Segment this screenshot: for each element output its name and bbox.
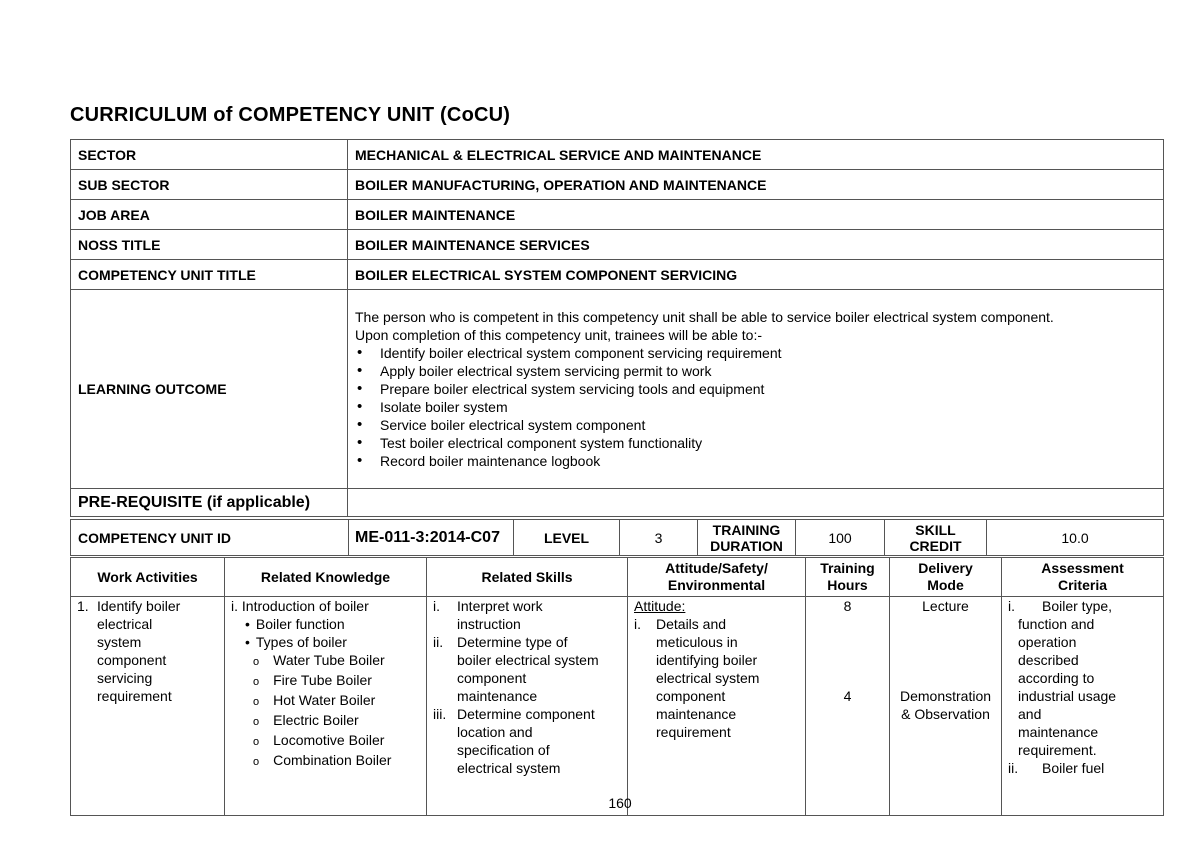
list-item: • Test boiler electrical component system functionality: [355, 434, 1156, 452]
column-header-line: Mode: [927, 577, 964, 593]
work-activity-text: [97, 597, 180, 705]
column-header-related-skills: Related Skills: [427, 558, 628, 597]
skill-text: [457, 597, 543, 633]
knowledge-bullets: [231, 615, 420, 651]
list-item: • Apply boiler electrical system servicing permit to work: [355, 362, 1156, 380]
skill-number: iii.: [433, 706, 447, 722]
text-line: Boiler fuel: [1042, 760, 1105, 776]
column-header-work-activities: Work Activities: [71, 558, 225, 597]
text-line: function and: [1018, 616, 1095, 632]
text-line: described: [1018, 652, 1079, 668]
noss-title-value: BOILER MAINTENANCE SERVICES: [348, 230, 1164, 260]
text-line: electrical system: [457, 760, 561, 776]
text-line: instruction: [457, 616, 521, 632]
text-line: component: [97, 652, 167, 668]
text-line: identifying boiler: [656, 652, 758, 668]
text-line: electrical system: [656, 670, 760, 686]
list-item: o Hot Water Boiler: [253, 691, 420, 711]
text-line: Boiler type,: [1042, 598, 1113, 614]
training-duration-label-line: DURATION: [710, 537, 783, 554]
text-line: requirement: [656, 724, 731, 740]
delivery-mode-value: Demonstration: [899, 688, 992, 704]
unit-info-table: [70, 139, 1164, 517]
list-item: • Service boiler electrical system component: [355, 416, 1156, 434]
assessment-number: i.: [1008, 598, 1015, 614]
text-line: according to: [1018, 670, 1095, 686]
column-header-line: Assessment: [1041, 560, 1124, 576]
text-line: requirement: [97, 688, 172, 704]
text-line: maintenance: [656, 706, 737, 722]
skill-credit-label: [885, 520, 987, 556]
level-label: LEVEL: [514, 520, 620, 556]
text-line: Details and: [656, 616, 727, 632]
list-item: o Fire Tube Boiler: [253, 671, 420, 691]
related-skills-cell: [427, 597, 628, 816]
table-header-row: [71, 558, 1164, 597]
column-header-line: Delivery: [918, 560, 973, 576]
skill-item: [433, 597, 621, 633]
column-header-line: Training: [820, 560, 875, 576]
boiler-types-list: [231, 651, 420, 771]
job-area-label: JOB AREA: [71, 200, 348, 230]
column-header-related-knowledge: Related Knowledge: [225, 558, 427, 597]
noss-title-label: NOSS TITLE: [71, 230, 348, 260]
column-header-delivery-mode: [890, 558, 1002, 597]
table-row: [71, 200, 1164, 230]
skill-credit-value: 10.0: [987, 520, 1164, 556]
work-activity-number: 1.: [77, 598, 89, 614]
column-header-line: Attitude/Safety/: [665, 560, 768, 576]
prerequisite-label: PRE-REQUISITE (if applicable): [71, 489, 348, 517]
list-item: • Types of boiler: [245, 633, 420, 651]
text-line: maintenance: [457, 688, 538, 704]
assessment-criteria-cell: [1002, 597, 1164, 816]
text-line: specification of: [457, 742, 550, 758]
prerequisite-value: [348, 489, 1164, 517]
unit-title-label: COMPETENCY UNIT TITLE: [71, 260, 348, 290]
column-header-line: Hours: [827, 577, 868, 593]
sector-value: MECHANICAL & ELECTRICAL SERVICE AND MAINTENANCE: [348, 140, 1164, 170]
unit-title-value: BOILER ELECTRICAL SYSTEM COMPONENT SERVICING: [348, 260, 1164, 290]
text-line: operation: [1018, 634, 1077, 650]
work-activity-cell: [71, 597, 225, 816]
skill-credit-label-line: SKILL: [915, 521, 956, 538]
skill-item: [433, 633, 621, 705]
table-row: [71, 230, 1164, 260]
column-header-line: Environmental: [667, 577, 766, 593]
attitude-item: [634, 615, 799, 741]
table-row: [71, 140, 1164, 170]
column-header-line: Criteria: [1057, 577, 1108, 593]
text-line: Interpret work: [457, 598, 543, 614]
training-hours-value: 4: [843, 688, 852, 704]
skill-item: [433, 705, 621, 777]
skill-text: [457, 633, 599, 705]
page-title: CURRICULUM of COMPETENCY UNIT (CoCU): [70, 104, 511, 126]
list-item: • Record boiler maintenance logbook: [355, 452, 1156, 470]
assessment-item: [1008, 759, 1157, 777]
table-row: [71, 597, 1164, 816]
list-item: o Water Tube Boiler: [253, 651, 420, 671]
unit-id-value: ME-011-3:2014-C07: [349, 520, 514, 556]
training-hours-value: 8: [843, 598, 852, 614]
text-line: industrial usage: [1018, 688, 1117, 704]
skill-number: ii.: [433, 634, 444, 650]
curriculum-table: [70, 557, 1164, 816]
text-line: requirement.: [1018, 742, 1097, 758]
attitude-heading-text: Attitude:: [634, 598, 686, 614]
unit-id-table: [70, 519, 1164, 556]
skill-credit-label-line: CREDIT: [909, 537, 962, 554]
table-row: [71, 170, 1164, 200]
learning-outcome-intro: The person who is competent in this competency unit shall be able to service boiler electrical system component.: [355, 309, 1054, 325]
text-line: electrical: [97, 616, 153, 632]
job-area-value: BOILER MAINTENANCE: [348, 200, 1164, 230]
learning-outcome-label: LEARNING OUTCOME: [71, 290, 348, 489]
text-line: Determine component: [457, 706, 595, 722]
assessment-text: [1042, 759, 1104, 777]
text-line: servicing: [97, 670, 153, 686]
unit-id-label: COMPETENCY UNIT ID: [71, 520, 349, 556]
skill-number: i.: [433, 598, 440, 614]
delivery-mode-value: & Observation: [901, 706, 990, 722]
list-item: o Combination Boiler: [253, 751, 420, 771]
attitude-text: [656, 615, 759, 741]
learning-outcome-list: [355, 344, 1156, 470]
table-row: [71, 489, 1164, 517]
text-line: component: [457, 670, 527, 686]
column-header-training-hours: [806, 558, 890, 597]
spacer: [896, 615, 995, 687]
work-activity-item: [77, 597, 218, 705]
text-line: component: [656, 688, 726, 704]
sub-sector-value: BOILER MANUFACTURING, OPERATION AND MAINTENANCE: [348, 170, 1164, 200]
delivery-mode-value: Lecture: [922, 598, 969, 614]
table-row: [71, 520, 1164, 556]
assessment-number: ii.: [1008, 760, 1019, 776]
training-hours-cell: [806, 597, 890, 816]
training-duration-label: [698, 520, 796, 556]
level-value: 3: [620, 520, 698, 556]
list-item: • Identify boiler electrical system component servicing requirement: [355, 344, 1156, 362]
sub-sector-label: SUB SECTOR: [71, 170, 348, 200]
knowledge-intro: i. Introduction of boiler: [231, 598, 369, 614]
text-line: Determine type of: [457, 634, 568, 650]
text-line: maintenance: [1018, 724, 1099, 740]
assessment-text: [1018, 597, 1117, 759]
table-row: [71, 290, 1164, 489]
list-item: • Prepare boiler electrical system servicing tools and equipment: [355, 380, 1156, 398]
text-line: and: [1018, 706, 1042, 722]
column-header-attitude: [628, 558, 806, 597]
attitude-number: i.: [634, 616, 641, 632]
column-header-assessment-criteria: [1002, 558, 1164, 597]
text-line: system: [97, 634, 142, 650]
list-item: • Isolate boiler system: [355, 398, 1156, 416]
sector-label: SECTOR: [71, 140, 348, 170]
list-item: • Boiler function: [245, 615, 420, 633]
list-item: o Locomotive Boiler: [253, 731, 420, 751]
text-line: boiler electrical system: [457, 652, 599, 668]
training-duration-value: 100: [796, 520, 885, 556]
page-number: 160: [608, 795, 632, 811]
attitude-cell: [628, 597, 806, 816]
list-item: o Electric Boiler: [253, 711, 420, 731]
learning-outcome-text: [348, 290, 1164, 489]
related-knowledge-cell: [225, 597, 427, 816]
attitude-heading: [634, 597, 799, 615]
training-duration-label-line: TRAINING: [712, 521, 781, 538]
text-line: meticulous in: [656, 634, 738, 650]
learning-outcome-intro: Upon completion of this competency unit, trainees will be able to:-: [355, 327, 762, 343]
table-row: [71, 260, 1164, 290]
skill-text: [457, 705, 595, 777]
spacer: [812, 615, 883, 687]
assessment-item: [1008, 597, 1157, 759]
delivery-mode-cell: [890, 597, 1002, 816]
text-line: Identify boiler: [97, 598, 181, 614]
text-line: location and: [457, 724, 533, 740]
